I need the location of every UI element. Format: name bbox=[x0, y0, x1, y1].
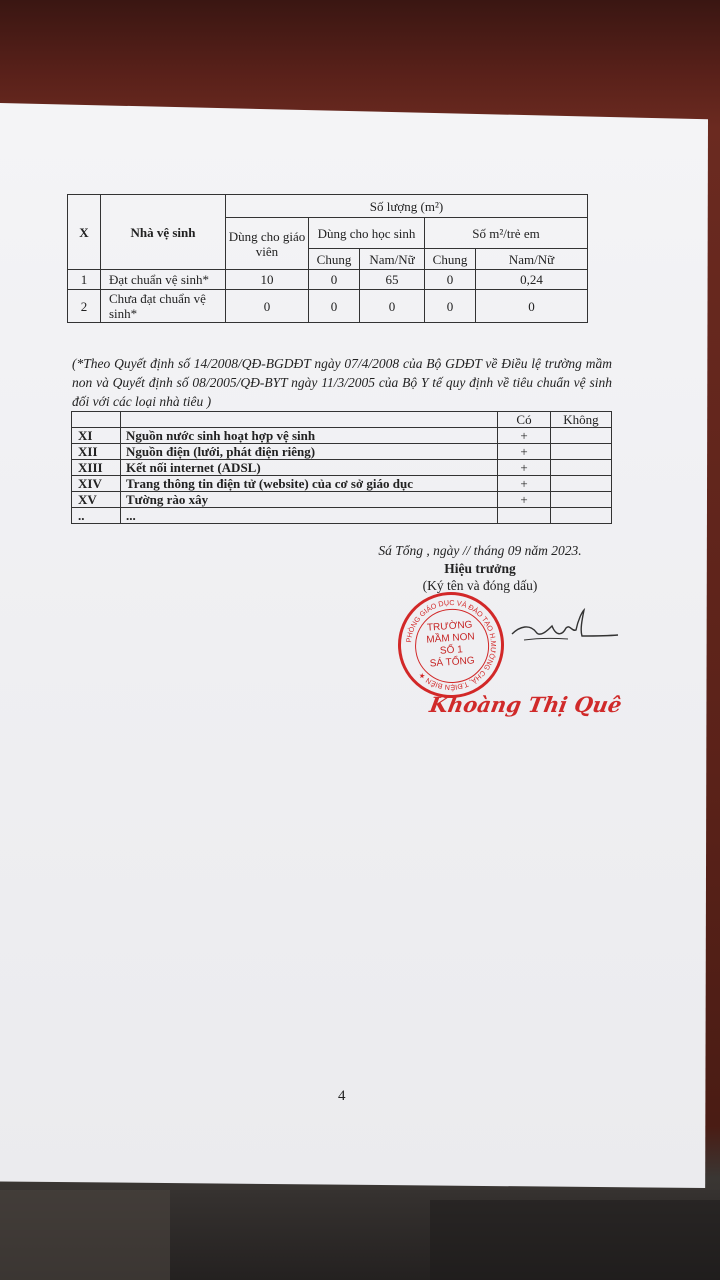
row-desc: Nguồn điện (lưới, phát điện riêng) bbox=[121, 444, 498, 460]
row-child-chung: 0 bbox=[425, 290, 476, 323]
row-khong bbox=[551, 492, 612, 508]
stamp-line-4: SÁ TỔNG bbox=[429, 655, 475, 670]
row-teacher: 10 bbox=[226, 270, 309, 290]
row-code: XII bbox=[72, 444, 121, 460]
row-desc: Trang thông tin điện tử (website) của cơ sở giáo dục bbox=[121, 476, 498, 492]
col-teacher-header: Dùng cho giáo viên bbox=[226, 218, 309, 270]
row-student-chung: 0 bbox=[309, 270, 360, 290]
sub-chung-1: Chung bbox=[309, 249, 360, 270]
row-co: + bbox=[498, 460, 551, 476]
row-co: + bbox=[498, 492, 551, 508]
row-name: Chưa đạt chuẩn vệ sinh* bbox=[101, 290, 226, 323]
stamp-line-1: TRƯỜNG bbox=[426, 619, 473, 634]
row-teacher: 0 bbox=[226, 290, 309, 323]
principal-name: Khoàng Thị Quê bbox=[427, 692, 624, 717]
row-child-namnu: 0 bbox=[476, 290, 588, 323]
floor-background bbox=[0, 1190, 720, 1280]
row-desc: Nguồn nước sinh hoạt hợp vệ sinh bbox=[121, 428, 498, 444]
row-desc: ... bbox=[121, 508, 498, 524]
row-co: + bbox=[498, 444, 551, 460]
row-code: XIV bbox=[72, 476, 121, 492]
row-khong bbox=[551, 460, 612, 476]
col-per-child-header: Số m²/trẻ em bbox=[425, 218, 588, 249]
table-row bbox=[72, 428, 612, 444]
col-student-header: Dùng cho học sinh bbox=[309, 218, 425, 249]
row-code: XV bbox=[72, 492, 121, 508]
school-stamp-seal bbox=[394, 588, 507, 701]
table-row bbox=[68, 270, 588, 290]
row-khong bbox=[551, 476, 612, 492]
row-co: + bbox=[498, 428, 551, 444]
table-row bbox=[68, 290, 588, 323]
sub-chung-2: Chung bbox=[425, 249, 476, 270]
row-khong bbox=[551, 508, 612, 524]
col-x-header: X bbox=[68, 195, 101, 270]
table-row bbox=[72, 460, 612, 476]
sub-namnu-2: Nam/Nữ bbox=[476, 249, 588, 270]
row-student-namnu: 65 bbox=[360, 270, 425, 290]
row-no: 2 bbox=[68, 290, 101, 323]
row-name: Đạt chuẩn vệ sinh* bbox=[101, 270, 226, 290]
signer-title: Hiệu trưởng bbox=[444, 561, 516, 576]
row-code: XI bbox=[72, 428, 121, 444]
sub-namnu-1: Nam/Nữ bbox=[360, 249, 425, 270]
handwritten-signature-icon bbox=[508, 606, 620, 650]
row-student-namnu: 0 bbox=[360, 290, 425, 323]
row-no: 1 bbox=[68, 270, 101, 290]
row-co: + bbox=[498, 476, 551, 492]
stamp-line-3: SỐ 1 bbox=[439, 644, 464, 657]
col-co-header: Có bbox=[498, 412, 551, 428]
stamp-line-2: MẦM NON bbox=[426, 631, 476, 646]
page-number: 4 bbox=[338, 1088, 346, 1104]
table-row bbox=[72, 492, 612, 508]
sign-instruction: (Ký tên và đóng dấu) bbox=[422, 578, 538, 593]
quantity-group-header: Số lượng (m²) bbox=[226, 195, 588, 218]
row-child-namnu: 0,24 bbox=[476, 270, 588, 290]
row-code: .. bbox=[72, 508, 121, 524]
table-row bbox=[72, 508, 612, 524]
row-khong bbox=[551, 444, 612, 460]
table-row bbox=[72, 476, 612, 492]
col-name-header: Nhà vệ sinh bbox=[101, 195, 226, 270]
svg-text:PHÒNG GIÁO DỤC VÀ ĐÀO TẠO H.MƯ: PHÒNG GIÁO DỤC VÀ ĐÀO TẠO H.MƯỜNG CHÀ, T.ĐIỆN BIÊN ★ bbox=[404, 597, 499, 693]
row-khong bbox=[551, 428, 612, 444]
place-date: Sá Tổng , ngày // tháng 09 năm 2023. bbox=[378, 543, 582, 558]
blank-header bbox=[72, 412, 121, 428]
row-desc: Kết nối internet (ADSL) bbox=[121, 460, 498, 476]
blank-header bbox=[121, 412, 498, 428]
table-row bbox=[72, 444, 612, 460]
col-khong-header: Không bbox=[551, 412, 612, 428]
row-child-chung: 0 bbox=[425, 270, 476, 290]
toilet-facilities-table bbox=[67, 194, 588, 323]
row-code: XIII bbox=[72, 460, 121, 476]
infrastructure-table bbox=[71, 411, 612, 524]
legal-reference-note: (*Theo Quyết định số 14/2008/QĐ-BGDĐT ngày 07/4/2008 của Bộ GDĐT về Điều lệ trường mầm non và Quyết định số 08/2005/QĐ-BYT ngày 11/3/2005 của Bộ Y tế quy định về tiêu chuẩn vệ sinh đối với các loại nhà tiêu ) bbox=[72, 356, 612, 409]
row-co bbox=[498, 508, 551, 524]
row-desc: Tường rào xây bbox=[121, 492, 498, 508]
row-student-chung: 0 bbox=[309, 290, 360, 323]
